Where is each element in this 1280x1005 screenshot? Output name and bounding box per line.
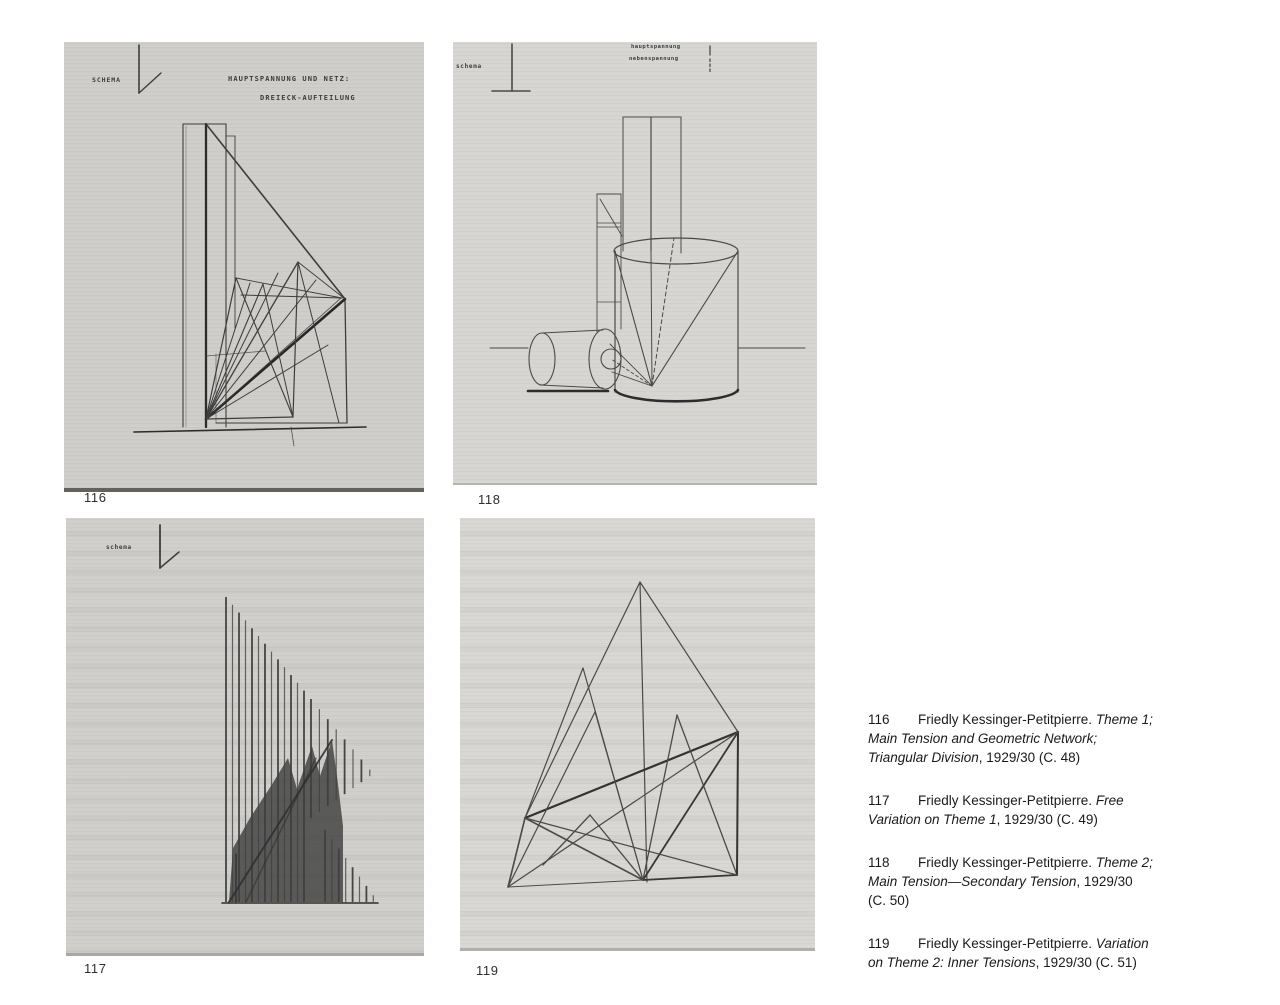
figure-116-image [64, 42, 424, 492]
schema-label: SCHEMA [92, 76, 121, 84]
schema-label: schema [456, 63, 482, 70]
figure-118-drawing [453, 42, 817, 483]
schema-label: schema [106, 544, 132, 551]
figure-caption: 119 Friedly Kessinger-Petitpierre. Variation on Theme 2: Inner Tensions, 1929/30 (C. 51) [868, 936, 1149, 970]
figure-119-image [460, 518, 815, 951]
figure-number-118: 118 [478, 492, 501, 507]
figure-caption: 117 Friedly Kessinger-Petitpierre. Free Variation on Theme 1, 1929/30 (C. 49) [868, 793, 1124, 827]
figure-119-drawing [460, 518, 815, 948]
figure-caption: 116 Friedly Kessinger-Petitpierre. Theme 1; Main Tension and Geometric Network; Triangular Division, 1929/30 (C. 48) [868, 712, 1153, 765]
figure-number-116: 116 [84, 490, 107, 505]
legend-nebenspannung: nebenspannung [629, 56, 679, 62]
figure-117-drawing [66, 518, 424, 953]
caption-column [868, 710, 1248, 996]
figure-number-117: 117 [84, 961, 107, 976]
figure-number-119: 119 [476, 963, 499, 978]
figure-118-image [453, 42, 817, 485]
figure-title-line1: HAUPTSPANNUNG UND NETZ: [228, 75, 351, 83]
figure-caption: 118 Friedly Kessinger-Petitpierre. Theme 2; Main Tension—Secondary Tension, 1929/30 (C. 50) [868, 855, 1153, 908]
figure-title-line2: DREIECK-AUFTEILUNG [260, 94, 356, 102]
figure-116-drawing [64, 42, 424, 488]
figure-117-image [66, 518, 424, 956]
legend-hauptspannung: hauptspannung [631, 44, 681, 50]
